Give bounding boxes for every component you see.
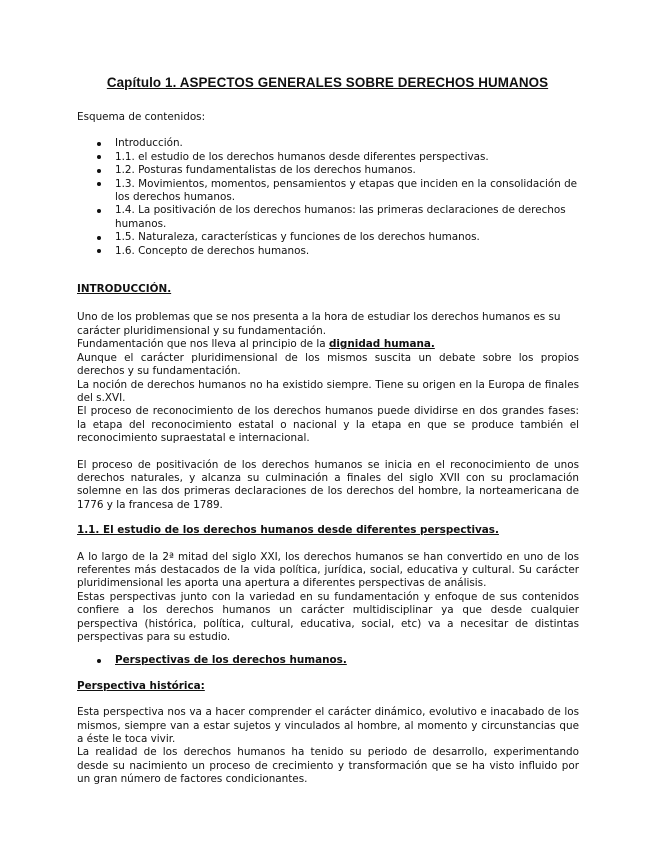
document-body [77, 111, 579, 787]
intro-paragraph: El proceso de positivación de los derechos humanos se inicia en el reconocimiento de unos derechos naturales, y alcanza su culminación a finales del siglo XVII con su proclamación solemne en las dos primeras declaraciones de los derechos del hombre, la norteamericana de 1776 y la francesa de 1789. [77, 458, 579, 511]
toc-item: Introducción. [77, 137, 579, 150]
intro-paragraph: El proceso de reconocimiento de los derechos humanos puede dividirse en dos grandes fases: la etapa del reconocimiento estatal o nacional y la etapa en que se produce también el reconocimiento supraestatal e internacional. [77, 405, 579, 445]
dignidad-humana-emphasis: dignidad humana. [328, 338, 435, 351]
intro-paragraph: Uno de los problemas que se nos presenta a la hora de estudiar los derechos humanos es su carácter pluridimensional y su fundamentación. [77, 311, 561, 337]
section-paragraph: La realidad de los derechos humanos ha tenido su periodo de desarrollo, experimentando desde su nacimiento un proceso de crecimiento y transformación que se ha visto influido por un gran número de factores condicionantes. [77, 746, 579, 786]
toc-item: 1.4. La positivación de los derechos humanos: las primeras declaraciones de derechos humanos. [77, 204, 579, 231]
toc-item: 1.6. Concepto de derechos humanos. [77, 245, 579, 258]
toc-item: 1.5. Naturaleza, características y funciones de los derechos humanos. [77, 231, 579, 244]
historical-perspective-heading: Perspectiva histórica: [77, 679, 205, 692]
section-1-1-heading: 1.1. El estudio de los derechos humanos desde diferentes perspectivas. [77, 524, 499, 537]
intro-paragraph: La noción de derechos humanos no ha existido siempre. Tiene su origen en la Europa de finales del s.XVI. [77, 378, 579, 404]
intro-paragraph: Aunque el carácter pluridimensional de los mismos suscita un debate sobre los propios derechos y su fundamentación. [77, 351, 579, 378]
schema-label: Esquema de contenidos: [77, 111, 206, 123]
toc-item: 1.2. Posturas fundamentalistas de los derechos humanos. [77, 164, 579, 177]
intro-heading: INTRODUCCIÓN. [77, 283, 172, 296]
perspectives-bullet: Perspectivas de los derechos humanos. [77, 654, 579, 667]
section-paragraph: Estas perspectivas junto con la variedad en su fundamentación y enfoque de sus contenidos confiere a los derechos humanos un carácter multidisciplinar ya que desde cualquier perspectiva (histórica, política, cultural, educativa, social, etc) va a necesitar de distintas perspectivas para su estudio. [77, 590, 579, 643]
table-of-contents [77, 137, 579, 258]
section-paragraph: A lo largo de la 2ª mitad del siglo XXI, los derechos humanos se han convertido en uno de los referentes más destacados de la vida política, jurídica, social, educativa y cultural. Su carácter pluridimensional les aporta una apertura a diferentes perspectivas de análisis. [77, 550, 579, 590]
section-paragraph: Esta perspectiva nos va a hacer comprender el carácter dinámico, evolutivo e inacabado de los mismos, siempre van a estar sujetos y vinculados al hombre, al momento y circunstancias que a éste le toca vivir. [77, 706, 579, 746]
toc-item: 1.3. Movimientos, momentos, pensamientos y etapas que inciden en la consolidación de los derechos humanos. [77, 178, 579, 205]
chapter-title: Capítulo 1. ASPECTOS GENERALES SOBRE DERECHOS HUMANOS [106, 75, 549, 90]
intro-text: Fundamentación que nos lleva al principio de la [77, 338, 329, 351]
intro-paragraph [77, 338, 579, 351]
toc-item: 1.1. el estudio de los derechos humanos desde diferentes perspectivas. [77, 151, 579, 164]
